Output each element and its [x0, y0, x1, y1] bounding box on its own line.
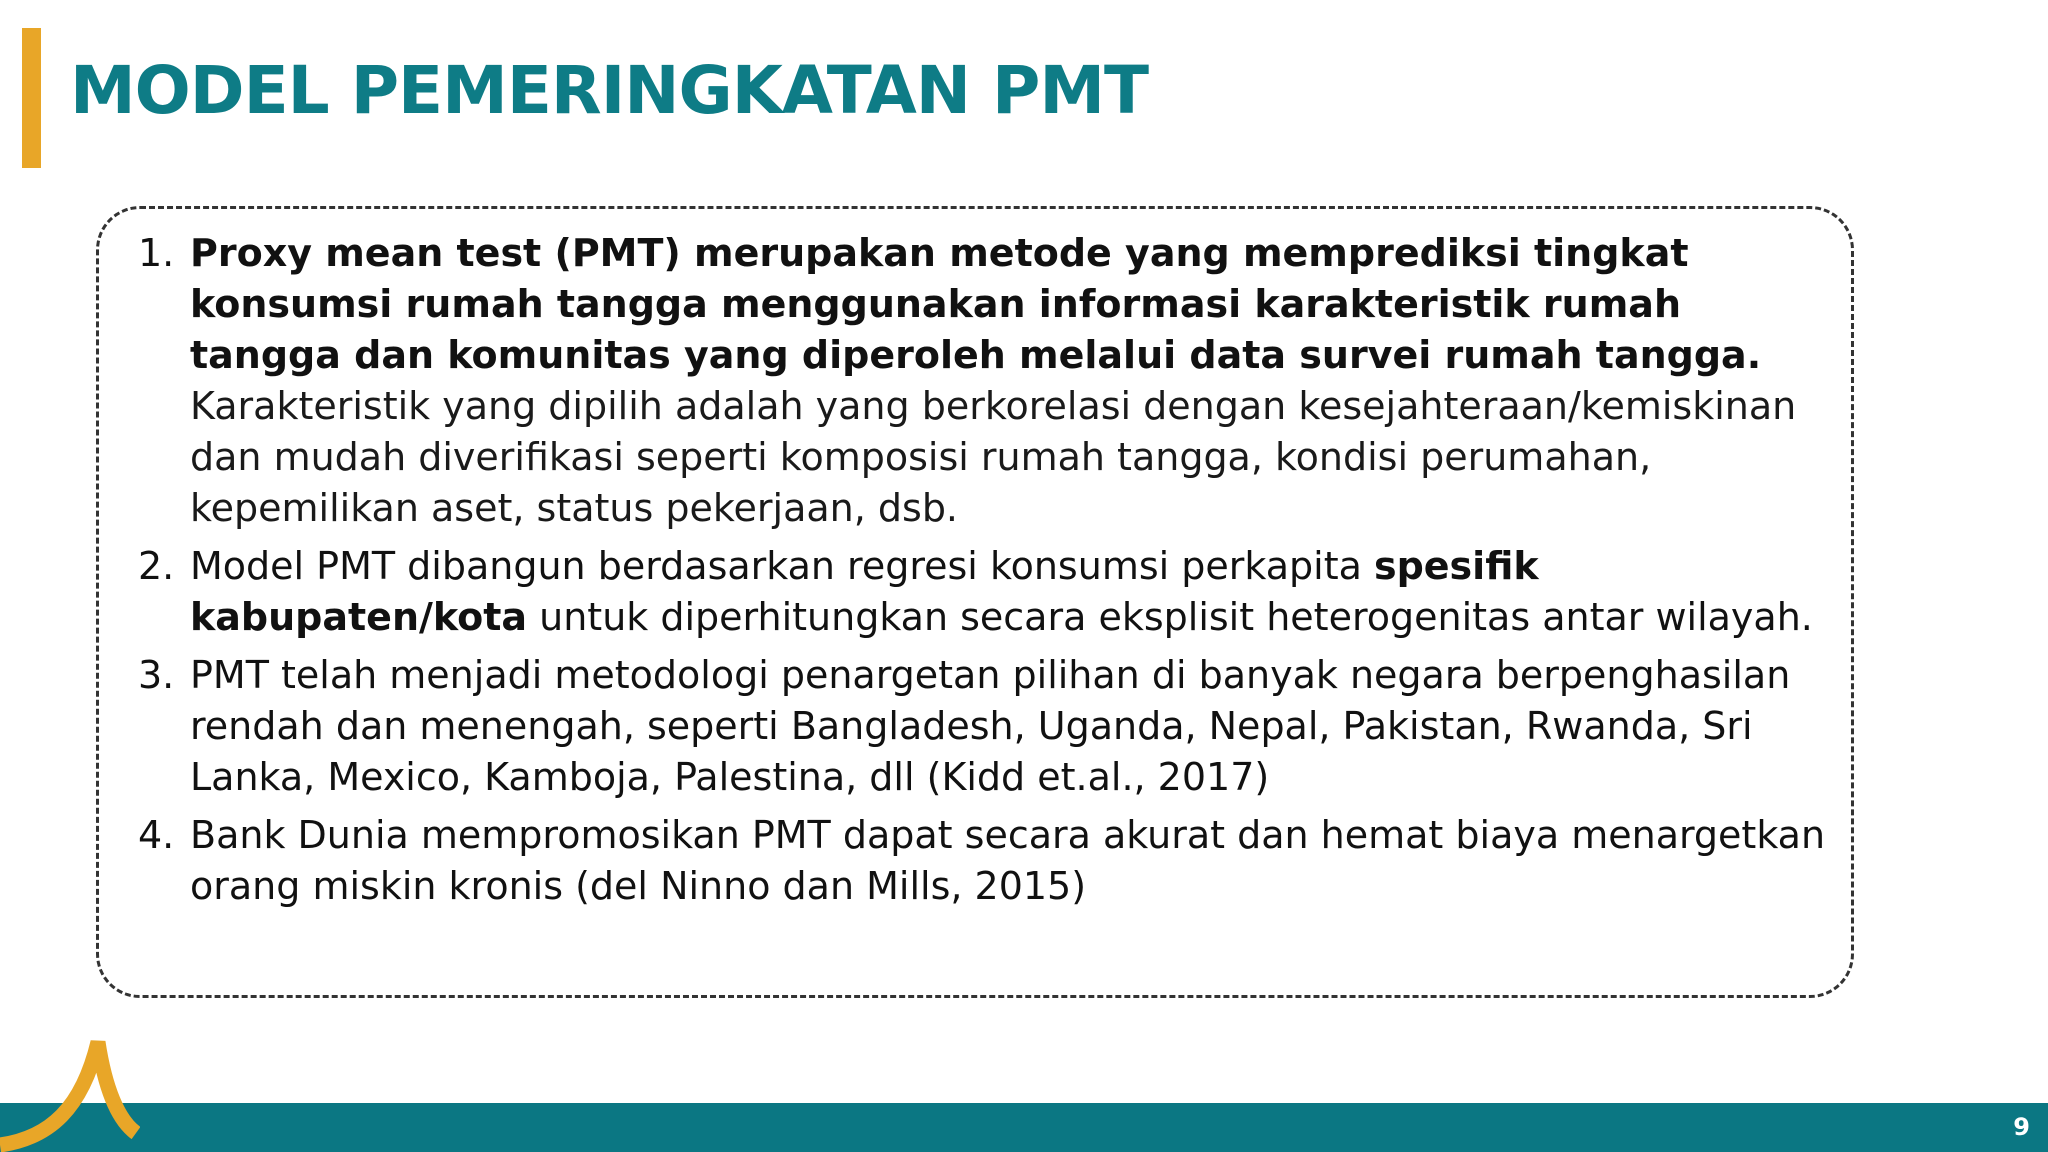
title-accent-bar — [22, 28, 41, 168]
list-item — [138, 810, 1828, 912]
point-text: PMT telah menjadi metodologi penargetan pilihan di banyak negara berpenghasilan rendah dan menengah, seperti Bangladesh, Uganda, Nepal, Pakistan, Rwanda, Sri Lanka, Mexico, Kamboja, Palestina, dll (Kidd et.al., 2017) — [190, 653, 1791, 799]
point-text: Model PMT dibangun berdasarkan regresi konsumsi perkapita — [190, 544, 1374, 588]
list-item — [138, 650, 1828, 803]
points-list — [138, 228, 1828, 919]
list-number: 3. — [138, 653, 175, 697]
point-bold-text: Proxy mean test (PMT) merupakan metode yang memprediksi tingkat konsumsi rumah tangga menggunakan informasi karakteristik rumah tangga dan komunitas yang diperoleh melalui data survei rumah tangga. — [190, 231, 1762, 377]
page-number: 9 — [2013, 1113, 2030, 1141]
point-bold-text: spesifik kabupaten/kota — [190, 544, 1539, 639]
logo-arc-icon — [0, 1030, 140, 1152]
point-text: Bank Dunia mempromosikan PMT dapat secara akurat dan hemat biaya menargetkan orang miskin kronis (del Ninno dan Mills, 2015) — [190, 813, 1826, 908]
list-number: 2. — [138, 544, 175, 588]
page-title: MODEL PEMERINGKATAN PMT — [70, 52, 1149, 129]
list-number: 4. — [138, 813, 175, 857]
list-item — [138, 541, 1828, 643]
list-number: 1. — [138, 231, 175, 275]
point-text: untuk diperhitungkan secara eksplisit heterogenitas antar wilayah. — [527, 595, 1813, 639]
list-item — [138, 228, 1828, 534]
point-text: Karakteristik yang dipilih adalah yang berkorelasi dengan kesejahteraan/kemiskinan dan mudah diverifikasi seperti komposisi rumah tangga, kondisi perumahan, kepemilikan aset, status pekerjaan, dsb. — [190, 384, 1797, 530]
footer-band — [0, 1103, 2048, 1152]
